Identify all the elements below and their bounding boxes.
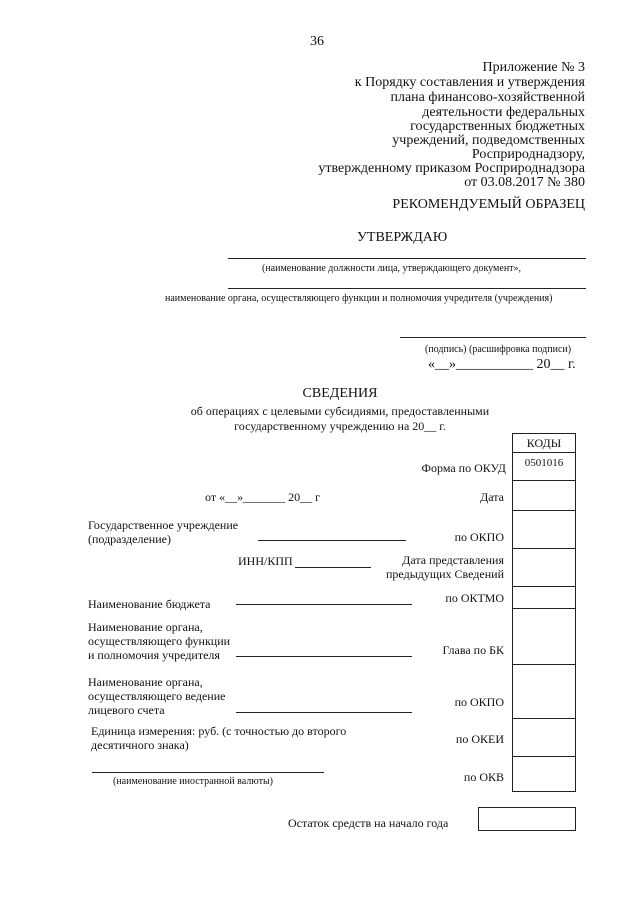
currency-line[interactable] <box>92 772 324 773</box>
code-oktmo[interactable] <box>513 586 575 608</box>
document-subtitle: об операциях с целевыми субсидиями, предоставленными <box>190 404 490 418</box>
prev-date-label: Дата представления <box>402 553 504 567</box>
code-okpo-2[interactable] <box>513 664 575 718</box>
glava-label: Глава по БК <box>442 643 504 657</box>
code-okv[interactable] <box>513 756 575 791</box>
balance-box[interactable] <box>478 807 576 831</box>
approver-position-line[interactable] <box>228 258 586 259</box>
okv-label: по ОКВ <box>463 770 504 784</box>
code-prev-date[interactable] <box>513 548 575 586</box>
budget-line[interactable] <box>236 604 412 605</box>
appendix-line: плана финансово-хозяйственной <box>390 90 585 105</box>
appendix-line: деятельности федеральных <box>422 105 585 120</box>
page-number: 36 <box>310 34 324 49</box>
organ-label: и полномочия учредителя <box>88 648 220 662</box>
code-okpo[interactable] <box>513 510 575 548</box>
appendix-line: Приложение № 3 <box>482 60 585 75</box>
approver-caption: (наименование должности лица, утверждающего документ», <box>262 263 522 274</box>
signature-line[interactable] <box>400 337 586 338</box>
organ2-label: Наименование органа, <box>88 675 203 689</box>
institution-line[interactable] <box>258 540 406 541</box>
institution-label: (подразделение) <box>88 532 171 546</box>
code-okei[interactable] <box>513 718 575 756</box>
report-date-field[interactable]: от «__»_______ 20__ г <box>205 490 321 504</box>
approve-date[interactable]: «__»___________ 20__ г. <box>428 357 576 372</box>
inn-label: ИНН/КПП <box>238 554 293 568</box>
appendix-line: Росприроднадзору, <box>471 147 585 162</box>
okpo-label: по ОКПО <box>454 530 504 544</box>
founder-organ-line[interactable] <box>228 288 586 289</box>
organ-label: Наименование органа, <box>88 620 203 634</box>
appendix-line: к Порядку составления и утверждения <box>354 75 585 90</box>
prev-date-label: предыдущих Сведений <box>386 567 504 581</box>
appendix-line: утвержденному приказом Росприроднадзора <box>318 161 585 176</box>
codes-header: КОДЫ <box>526 436 562 450</box>
oktmo-label: по ОКТМО <box>445 591 504 605</box>
unit-label: Единица измерения: руб. (с точностью до второго <box>91 724 347 738</box>
inn-line[interactable] <box>295 567 371 568</box>
code-date[interactable] <box>513 480 575 510</box>
organ-label: осуществляющего функции <box>88 634 231 648</box>
okud-label: Форма по ОКУД <box>421 461 506 475</box>
document-subtitle: государственному учреждению на 20__ г. <box>234 419 446 433</box>
recommended-sample: РЕКОМЕНДУЕМЫЙ ОБРАЗЕЦ <box>392 197 585 212</box>
okpo2-label: по ОКПО <box>454 695 504 709</box>
organ2-line[interactable] <box>236 712 412 713</box>
currency-caption: (наименование иностранной валюты) <box>113 776 273 787</box>
appendix-line: государственных бюджетных <box>410 119 585 134</box>
code-okud[interactable]: 0501016 <box>513 452 575 480</box>
institution-label: Государственное учреждение <box>88 518 239 532</box>
date-label: Дата <box>480 490 504 504</box>
okei-label: по ОКЕИ <box>455 732 504 746</box>
codes-table <box>512 433 576 792</box>
document-title: СВЕДЕНИЯ <box>302 386 378 401</box>
appendix-line: учреждений, подведомственных <box>392 133 585 148</box>
appendix-line: от 03.08.2017 № 380 <box>464 175 585 190</box>
code-glava[interactable] <box>513 608 575 664</box>
organ2-label: осуществляющего ведение <box>88 689 226 703</box>
founder-caption: наименование органа, осуществляющего функции и полномочия учредителя (учреждения) <box>165 293 553 304</box>
balance-label: Остаток средств на начало года <box>288 816 449 830</box>
budget-label: Наименование бюджета <box>88 597 211 611</box>
signature-caption: (подпись) (расшифровка подписи) <box>425 344 572 355</box>
unit-label: десятичного знака) <box>91 738 189 752</box>
organ2-label: лицевого счета <box>88 703 165 717</box>
organ-line[interactable] <box>236 656 412 657</box>
approve-title: УТВЕРЖДАЮ <box>357 230 448 245</box>
